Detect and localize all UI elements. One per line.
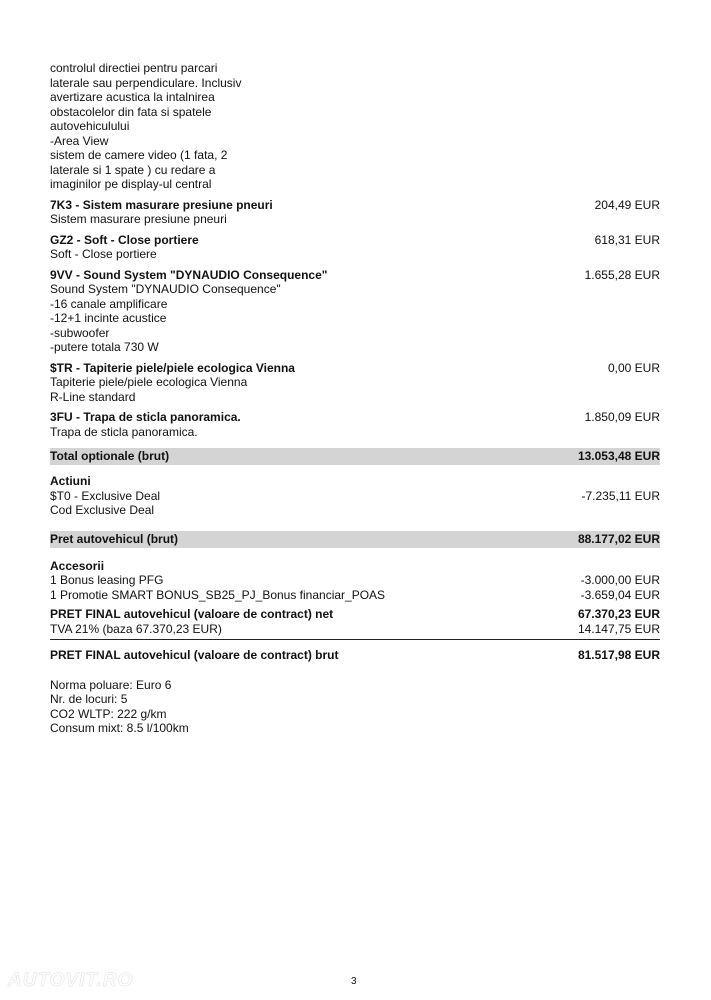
accesorii-item-value: -3.000,00 EUR (580, 573, 660, 587)
tva-value: 14.147,75 EUR (577, 621, 660, 636)
spec-line: Nr. de locuri: 5 (50, 692, 128, 706)
option-code: GZ2 (50, 232, 74, 247)
page-number: 3 (351, 976, 357, 987)
watermark-logo: AUTOVIT.RO (8, 970, 134, 991)
option-detail: -subwoofer (50, 325, 110, 340)
tva-row (50, 622, 660, 637)
option-item-7k3 (50, 198, 660, 227)
text-line: imaginilor pe display-ul central (50, 177, 212, 191)
option-item-gz2 (50, 233, 660, 262)
accesorii-section (50, 559, 660, 603)
pret-final-net-value: 67.370,23 EUR (577, 607, 660, 621)
option-detail: Sound System "DYNAUDIO Consequence" (50, 282, 281, 296)
pret-final-brut-row (50, 648, 660, 663)
actiuni-heading: Actiuni (50, 474, 91, 488)
option-title: 7K3 - Sistem masurare presiune pneuri (50, 197, 273, 212)
option-detail: Soft - Close portiere (50, 247, 157, 261)
option-item-3fu (50, 410, 660, 439)
total-optionale-row (50, 448, 660, 465)
continuation-text (50, 61, 660, 192)
pret-autovehicul-row (50, 531, 660, 548)
option-code: 7K3 (50, 197, 73, 212)
accesorii-item (50, 588, 660, 603)
option-name: Sound System "DYNAUDIO Consequence" (83, 267, 328, 282)
pret-final-brut-value: 81.517,98 EUR (577, 648, 660, 662)
actiuni-line: Cod Exclusive Deal (50, 503, 155, 517)
option-name: Soft - Close portiere (84, 232, 199, 247)
pret-final-net-label: PRET FINAL autovehicul (valoare de contract) net (50, 607, 334, 621)
option-name: Tapiterie piele/piele ecologica Vienna (83, 360, 295, 375)
option-price: 1.655,28 EUR (584, 267, 660, 282)
option-code: 3FU (50, 410, 73, 424)
accesorii-heading: Accesorii (50, 558, 105, 573)
text-line: controlul directiei pentru parcari (50, 61, 218, 75)
option-detail: -putere totala 730 W (50, 340, 159, 354)
option-title: 3FU - Trapa de sticla panoramica. (50, 410, 241, 424)
total-optionale-label: Total optionale (brut) (50, 449, 170, 463)
pret-autovehicul-value: 88.177,02 EUR (577, 531, 660, 546)
option-price: 0,00 EUR (607, 360, 660, 375)
actiuni-line: $T0 - Exclusive Deal (50, 488, 161, 503)
option-price: 618,31 EUR (594, 232, 660, 247)
option-detail: R-Line standard (50, 389, 136, 404)
total-optionale-value: 13.053,48 EUR (577, 449, 660, 463)
pret-final-brut-label: PRET FINAL autovehicul (valoare de contract) brut (50, 648, 339, 662)
option-price: 204,49 EUR (594, 197, 660, 212)
accesorii-item (50, 573, 660, 588)
tva-label: TVA 21% (baza 67.370,23 EUR) (50, 621, 222, 636)
actiuni-value: -7.235,11 EUR (581, 488, 660, 503)
option-name: Trapa de sticla panoramica. (83, 410, 241, 424)
option-item-9vv (50, 268, 660, 355)
option-code: 9VV (50, 267, 73, 282)
text-line: laterale si 1 spate ) cu redare a (50, 162, 216, 177)
option-title: 9VV - Sound System "DYNAUDIO Consequence" (50, 267, 328, 282)
text-line: obstacolelor din fata si spatele (50, 104, 212, 119)
actiuni-section (50, 474, 660, 518)
document-page (50, 61, 660, 736)
option-detail: -16 canale amplificare (50, 296, 168, 311)
option-detail: Trapa de sticla panoramica. (50, 424, 198, 439)
option-item-str (50, 361, 660, 405)
option-title: GZ2 - Soft - Close portiere (50, 232, 199, 247)
text-line: avertizare acustica la intalnirea (50, 90, 215, 104)
spec-line: CO2 WLTP: 222 g/km (50, 706, 167, 721)
spec-line: Consum mixt: 8.5 l/100km (50, 721, 189, 735)
pret-final-net-row (50, 607, 660, 622)
option-detail: Sistem masurare presiune pneuri (50, 212, 227, 226)
option-detail: -12+1 incinte acustice (50, 311, 167, 325)
option-detail: Tapiterie piele/piele ecologica Vienna (50, 375, 248, 389)
option-name: Sistem masurare presiune pneuri (82, 197, 273, 212)
accesorii-item-label: 1 Promotie SMART BONUS_SB25_PJ_Bonus financiar_POAS (50, 587, 386, 602)
option-title: $TR - Tapiterie piele/piele ecologica Vienna (50, 360, 295, 375)
text-line: -Area View (50, 133, 109, 148)
text-line: autovehiculului (50, 119, 130, 133)
pret-autovehicul-label: Pret autovehicul (brut) (50, 531, 179, 546)
vehicle-specs (50, 678, 660, 736)
option-price: 1.850,09 EUR (584, 410, 660, 424)
option-code: $TR (50, 360, 73, 375)
text-line: sistem de camere video (1 fata, 2 (50, 148, 228, 162)
text-line: laterale sau perpendiculare. Inclusiv (50, 75, 242, 90)
accesorii-item-label: 1 Bonus leasing PFG (50, 573, 164, 587)
accesorii-item-value: -3.659,04 EUR (580, 587, 660, 602)
divider (50, 639, 660, 640)
spec-line: Norma poluare: Euro 6 (50, 677, 172, 692)
